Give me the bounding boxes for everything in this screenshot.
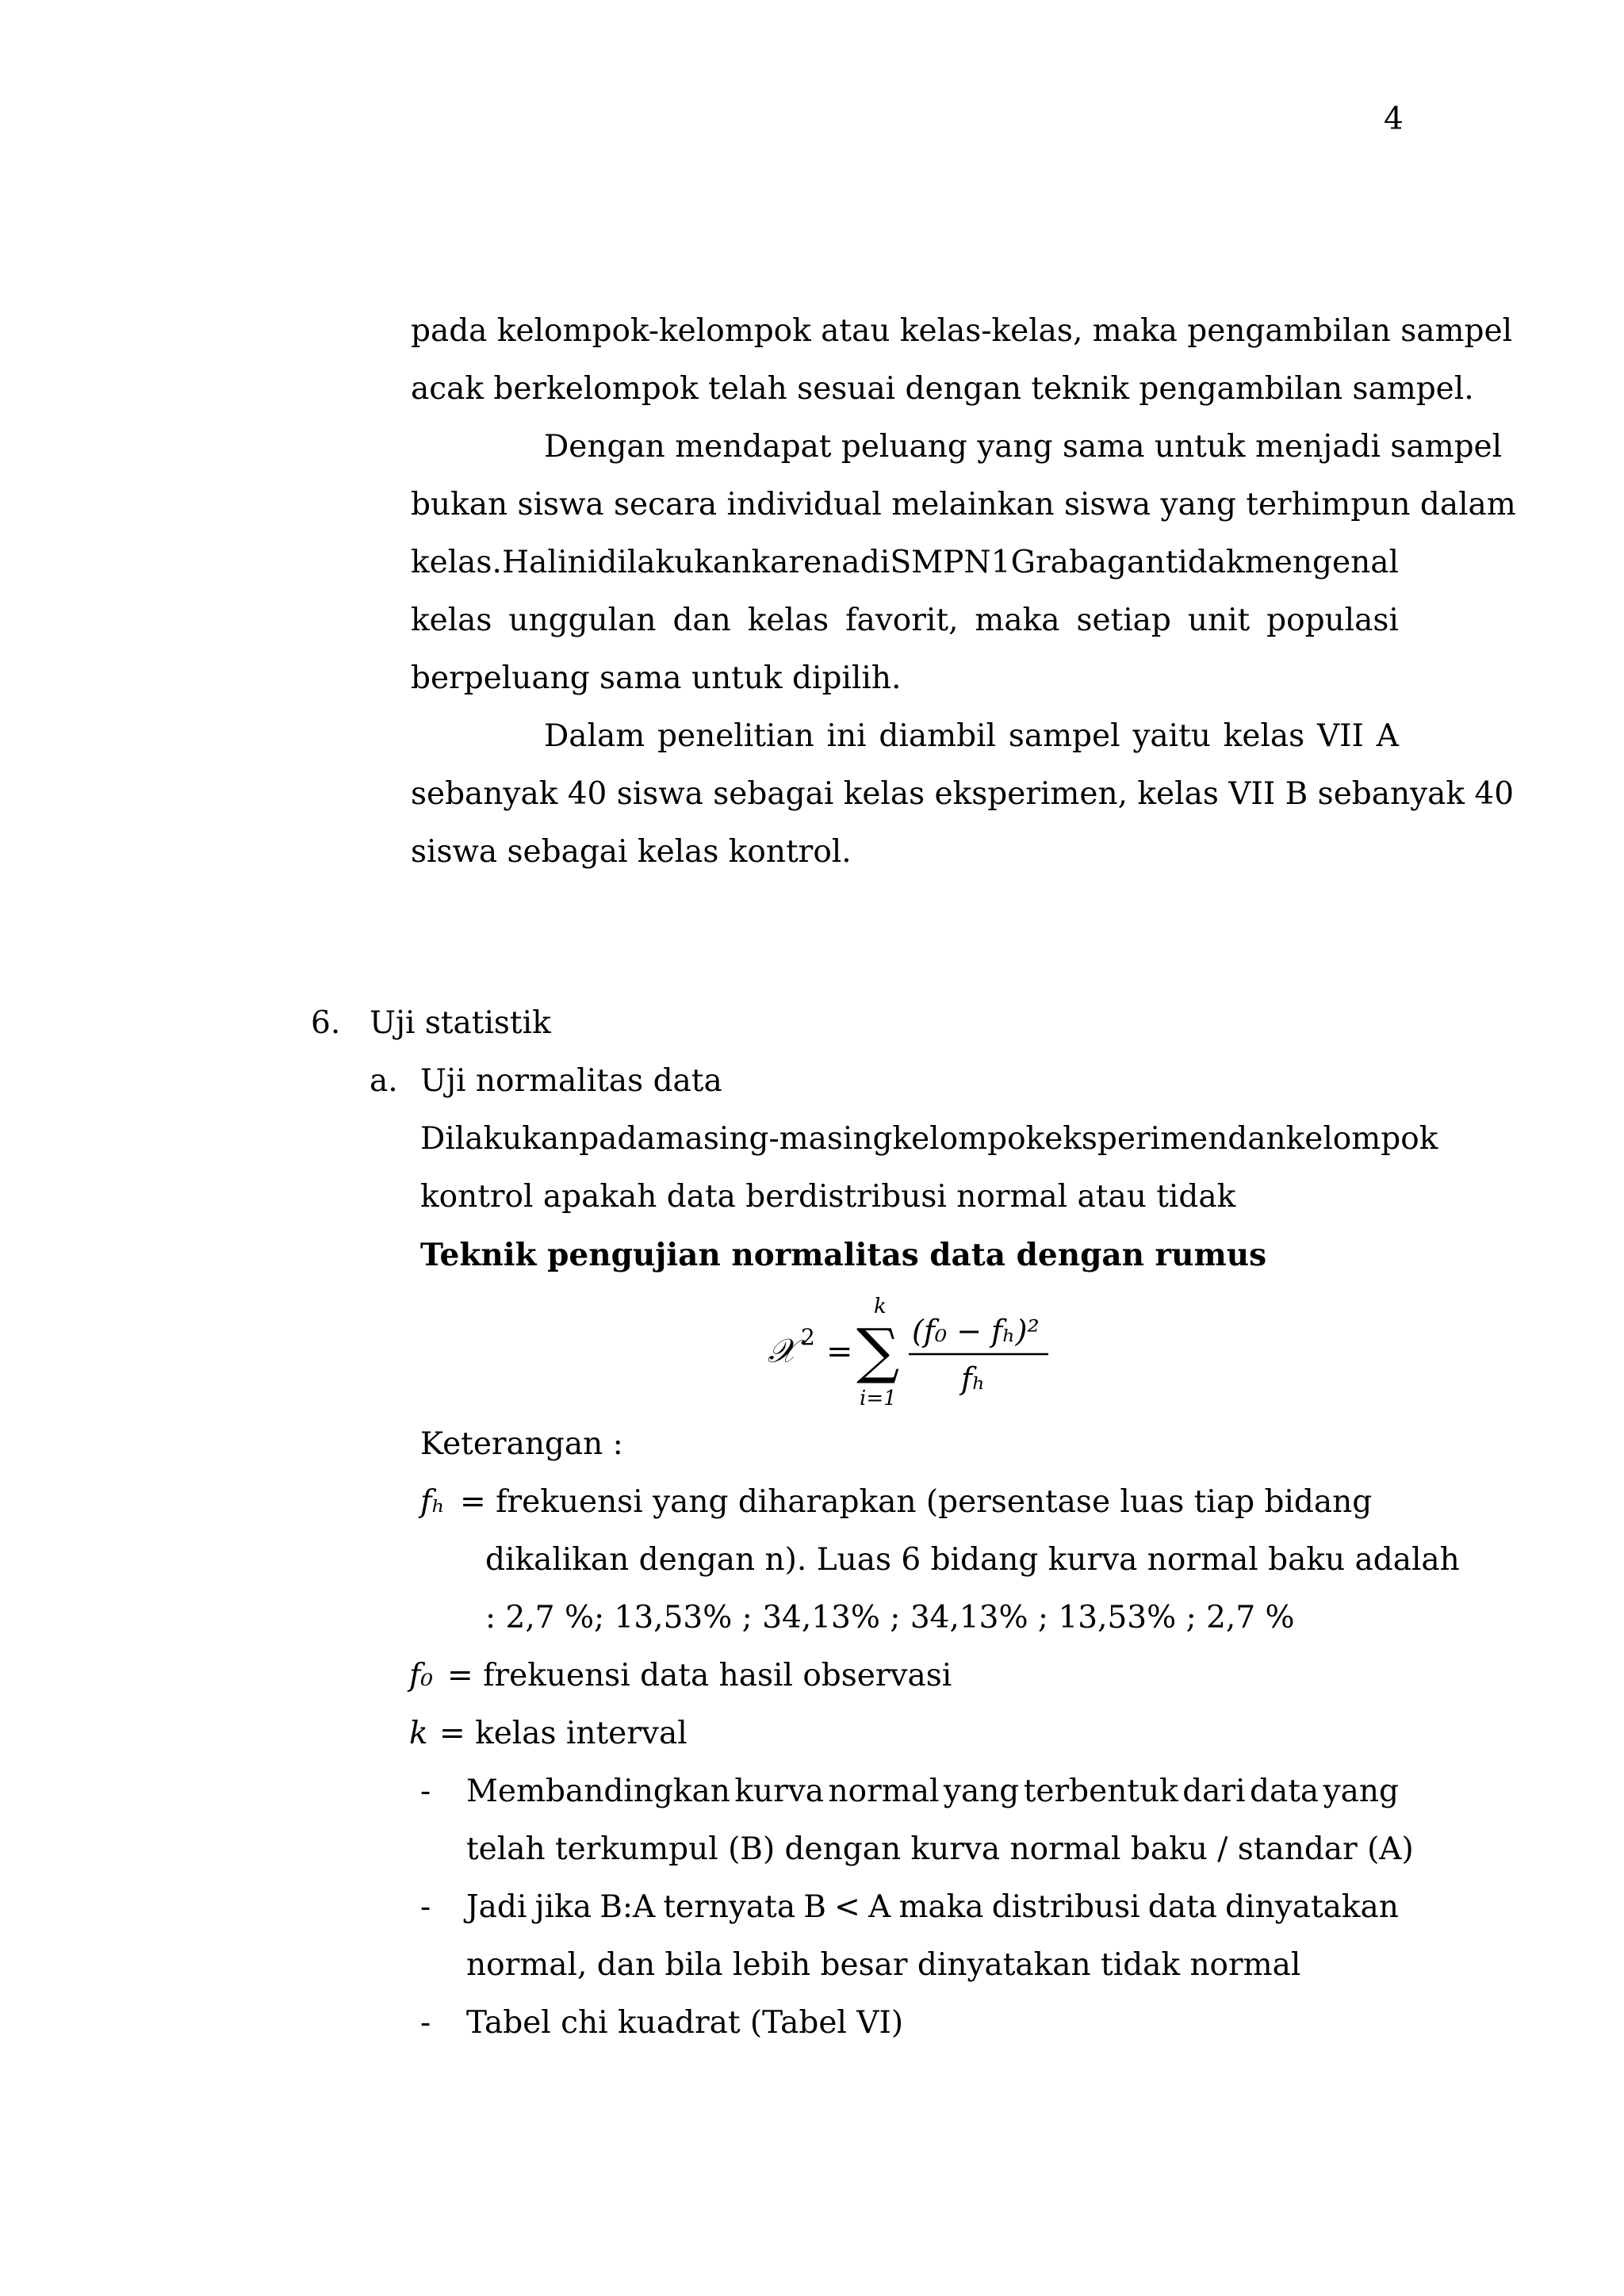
para2-line1: Dengan mendapat peluang yang sama untuk menjadi sampel — [544, 429, 1503, 465]
formula-denominator: fₕ — [961, 1361, 986, 1396]
word: setiap — [1076, 603, 1171, 638]
formula-sigma: ∑ — [856, 1315, 900, 1386]
bullet2-dash: - — [420, 1889, 431, 1925]
word: ini — [557, 545, 598, 580]
word: kurva — [734, 1774, 825, 1809]
word: maka — [898, 1889, 984, 1925]
word: Dilakukan — [420, 1121, 580, 1157]
word: kelompok — [892, 1121, 1045, 1157]
word: dinyatakan — [1225, 1889, 1399, 1925]
word: dari — [1182, 1774, 1246, 1809]
word: diambil — [879, 718, 997, 754]
para3-line2: sebanyak 40 siswa sebagai kelas eksperimen, kelas VII B sebanyak 40 — [411, 776, 1515, 812]
word: penelitian — [657, 718, 814, 754]
formula-lhs: 𝒳 — [768, 1331, 797, 1370]
word: populasi — [1266, 603, 1399, 638]
subsection-letter: a. — [370, 1063, 398, 1099]
section-number: 6. — [311, 1005, 341, 1041]
subsection-title: Uji normalitas data — [420, 1063, 722, 1099]
word: pada — [579, 1121, 656, 1157]
para2-line4 — [411, 600, 1399, 641]
fh-line3: : 2,7 %; 13,53% ; 34,13% ; 34,13% ; 13,53% ; 2,7 % — [485, 1600, 1295, 1636]
word: kelompok — [1285, 1121, 1438, 1157]
word: Jadi — [466, 1889, 527, 1925]
description-line2: kontrol apakah data berdistribusi normal atau tidak — [420, 1179, 1236, 1215]
word: kelas — [1223, 718, 1305, 754]
keterangan-label: Keterangan : — [420, 1426, 623, 1462]
word: B:A — [599, 1889, 656, 1925]
description-line1 — [420, 1119, 1438, 1160]
word: maka — [975, 603, 1060, 638]
word: jika — [534, 1889, 592, 1925]
word: data — [1250, 1774, 1320, 1809]
fh-text: = frekuensi yang diharapkan (persentase luas tiap bidang — [460, 1484, 1373, 1520]
word: kelas. — [411, 545, 502, 580]
para3-line3: siswa sebagai kelas kontrol. — [411, 834, 852, 870]
para2-line3 — [411, 542, 1399, 584]
bullet2-line1 — [466, 1887, 1399, 1928]
word: dan — [672, 603, 731, 638]
k-symbol: k — [409, 1716, 428, 1751]
word: SMPN — [890, 545, 991, 580]
bullet1-dash: - — [420, 1774, 431, 1809]
word: masing-masing — [655, 1121, 893, 1157]
page-number: 4 — [1384, 101, 1404, 137]
word: unggulan — [508, 603, 657, 638]
k-text: = kelas interval — [439, 1716, 688, 1751]
word: unit — [1187, 603, 1251, 638]
formula-equals: = — [826, 1334, 853, 1370]
fh-symbol: fₕ — [420, 1484, 446, 1520]
word: Dalam — [544, 718, 645, 754]
para3-line1 — [544, 716, 1399, 757]
word: B — [803, 1889, 826, 1925]
word: di — [860, 545, 891, 580]
bullet2-line2: normal, dan bila lebih besar dinyatakan tidak normal — [466, 1947, 1301, 1983]
bold-heading: Teknik pengujian normalitas data dengan rumus — [420, 1237, 1267, 1273]
word: A — [1376, 718, 1399, 754]
word: mengenal — [1244, 545, 1399, 580]
bullet1-line1 — [466, 1771, 1399, 1812]
word: Grabagan — [1010, 545, 1166, 580]
para1-line1 — [411, 311, 1513, 352]
word: kelas — [411, 603, 492, 638]
para1-line2: acak berkelompok telah sesuai dengan teknik pengambilan sampel. — [411, 371, 1474, 407]
bullet1-line2: telah terkumpul (B) dengan kurva normal baku / standar (A) — [466, 1831, 1414, 1867]
word: favorit, — [845, 603, 959, 638]
word: yang — [943, 1774, 1020, 1809]
word: yaitu — [1132, 718, 1211, 754]
word: karena — [751, 545, 860, 580]
word: Hal — [502, 545, 557, 580]
bullet3-text: Tabel chi kuadrat (Tabel VI) — [466, 2005, 904, 2041]
bullet3-dash: - — [420, 2005, 431, 2041]
word: dilakukan — [597, 545, 752, 580]
word: kelas — [747, 603, 829, 638]
word: eksperimen — [1044, 1121, 1228, 1157]
f0-symbol: f₀ — [409, 1658, 434, 1693]
word: dan — [1228, 1121, 1286, 1157]
formula-upper: k — [874, 1295, 887, 1318]
formula-lhs-sup: 2 — [801, 1324, 815, 1350]
para1-line1-text: pada kelompok-kelompok atau kelas-kelas, maka pengambilan sampel — [411, 313, 1513, 349]
word: sampel — [1008, 718, 1120, 754]
word: tidak — [1165, 545, 1245, 580]
word: Membandingkan — [466, 1774, 730, 1809]
word: normal — [828, 1774, 940, 1809]
word: distribusi — [991, 1889, 1140, 1925]
word: data — [1147, 1889, 1217, 1925]
f0-text: = frekuensi data hasil observasi — [447, 1658, 952, 1693]
chi-square-formula — [761, 1292, 1094, 1411]
word: VII — [1316, 718, 1364, 754]
word: yang — [1323, 1774, 1399, 1809]
word: terbentuk — [1023, 1774, 1178, 1809]
word: ternyata — [663, 1889, 796, 1925]
para2-line2: bukan siswa secara individual melainkan siswa yang terhimpun dalam — [411, 487, 1516, 522]
para2-line5: berpeluang sama untuk dipilih. — [411, 660, 902, 696]
word: ini — [826, 718, 867, 754]
formula-lower: i=1 — [860, 1387, 897, 1410]
word: < — [834, 1889, 860, 1925]
formula-numerator: (f₀ − fₕ)² — [912, 1314, 1040, 1349]
word: 1 — [990, 545, 1011, 580]
word: A — [868, 1889, 891, 1925]
fh-line2: dikalikan dengan n). Luas 6 bidang kurva normal baku adalah — [485, 1542, 1460, 1578]
section-title: Uji statistik — [370, 1005, 551, 1041]
